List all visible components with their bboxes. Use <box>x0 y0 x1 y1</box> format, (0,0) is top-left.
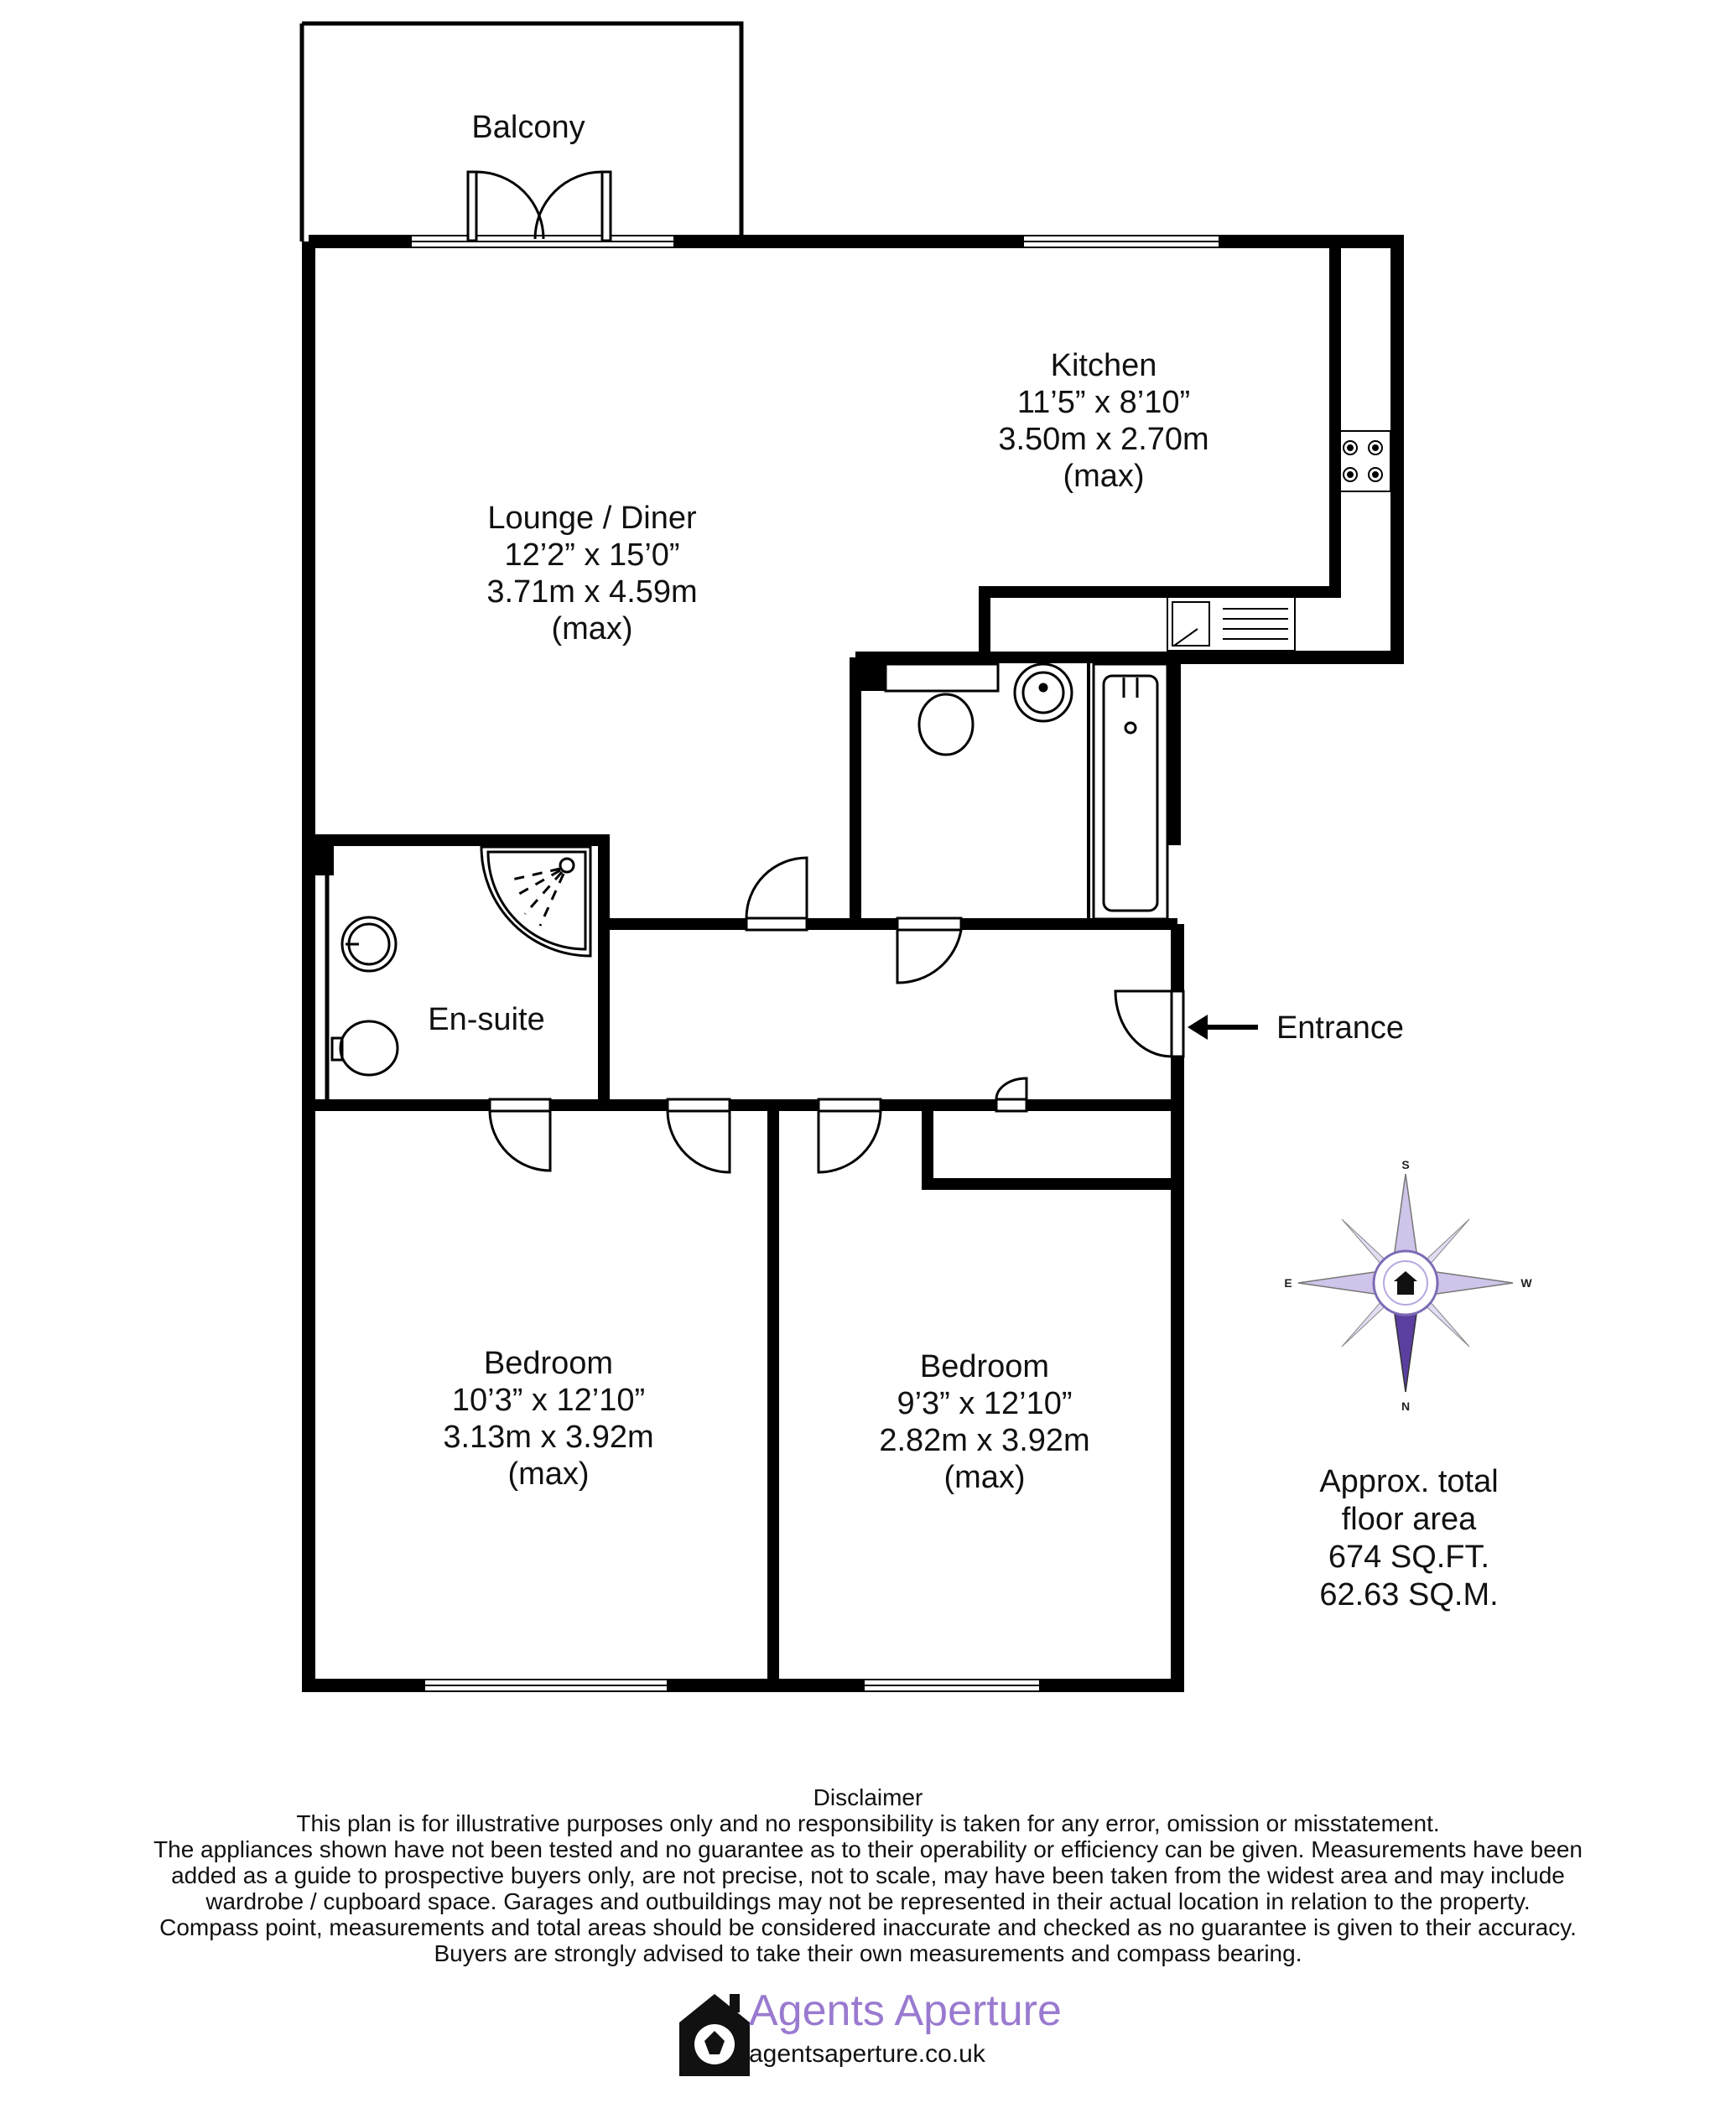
area-sqft: 674 SQ.FT. <box>1328 1540 1490 1575</box>
kitchen-metric: 3.50m x 2.70m <box>998 422 1209 457</box>
bedroom1-name: Bedroom <box>483 1346 614 1381</box>
brand-url[interactable]: agentsaperture.co.uk <box>749 2040 985 2068</box>
disclaimer <box>0 1784 1736 1966</box>
disclaimer-line: wardrobe / cupboard space. Garages and outbuildings may not be represented in their actual location in relation to the property. <box>205 1888 1531 1914</box>
disclaimer-line: The appliances shown have not been tested and no guarantee as to their operability or efficiency can be given. Measurements have been <box>153 1836 1583 1862</box>
area-line1: Approx. total <box>1319 1464 1499 1499</box>
bedroom1-note: (max) <box>507 1457 590 1492</box>
area-sqm: 62.63 SQ.M. <box>1319 1577 1499 1612</box>
lounge-metric: 3.71m x 4.59m <box>486 574 698 610</box>
disclaimer-line: added as a guide to prospective buyers only, are not precise, not to scale, may have been taken from the widest area and may include <box>171 1862 1565 1888</box>
bedroom2-note: (max) <box>943 1460 1026 1495</box>
area-line2: floor area <box>1341 1502 1477 1537</box>
brand-name: Agents Aperture <box>749 1986 1062 2035</box>
lounge-imperial: 12’2” x 15’0” <box>504 537 680 573</box>
bedroom2-imperial: 9’3” x 12’10” <box>897 1386 1073 1421</box>
ensuite-fittings <box>332 847 590 1075</box>
ensuite-name: En-suite <box>428 1002 545 1037</box>
bathroom-wall-block <box>855 657 886 691</box>
ensuite-wall-block <box>309 840 334 875</box>
compass-rose-icon <box>1284 1158 1532 1413</box>
bedroom2-metric: 2.82m x 3.92m <box>879 1423 1090 1458</box>
entrance-arrow <box>1188 1015 1258 1040</box>
disclaimer-title: Disclaimer <box>813 1784 923 1810</box>
lounge-note: (max) <box>551 611 633 646</box>
balcony-label: Balcony <box>471 110 585 145</box>
bedroom1-imperial: 10’3” x 12’10” <box>451 1383 646 1418</box>
compass-s: S <box>1401 1158 1410 1171</box>
bathroom-fittings <box>886 664 1167 919</box>
bedroom1-metric: 3.13m x 3.92m <box>443 1420 654 1455</box>
outer-walls <box>309 241 1397 1685</box>
compass-e: E <box>1284 1276 1292 1290</box>
kitchen-name: Kitchen <box>1050 348 1157 383</box>
disclaimer-line: Compass point, measurements and total areas should be considered inaccurate and checked as no guarantee is given to their accuracy. <box>159 1914 1577 1940</box>
disclaimer-line: This plan is for illustrative purposes only and no responsibility is taken for any error, omission or misstatement. <box>296 1810 1440 1836</box>
kitchen-note: (max) <box>1063 459 1145 494</box>
balcony-doors <box>468 172 611 241</box>
doors <box>490 858 1183 1172</box>
disclaimer-line: Buyers are strongly advised to take their own measurements and compass bearing. <box>434 1940 1302 1966</box>
kitchen-fittings <box>1167 431 1390 651</box>
lounge-name: Lounge / Diner <box>487 501 697 536</box>
compass-n: N <box>1401 1399 1411 1413</box>
room-labels <box>428 110 1404 1495</box>
bedroom2-name: Bedroom <box>919 1349 1050 1384</box>
compass-w: W <box>1520 1276 1532 1290</box>
entrance-label: Entrance <box>1276 1010 1405 1046</box>
agents-aperture-logo-icon <box>679 1994 750 2076</box>
total-floor-area <box>1241 1463 1577 1614</box>
kitchen-imperial: 11’5” x 8’10” <box>1016 385 1191 420</box>
